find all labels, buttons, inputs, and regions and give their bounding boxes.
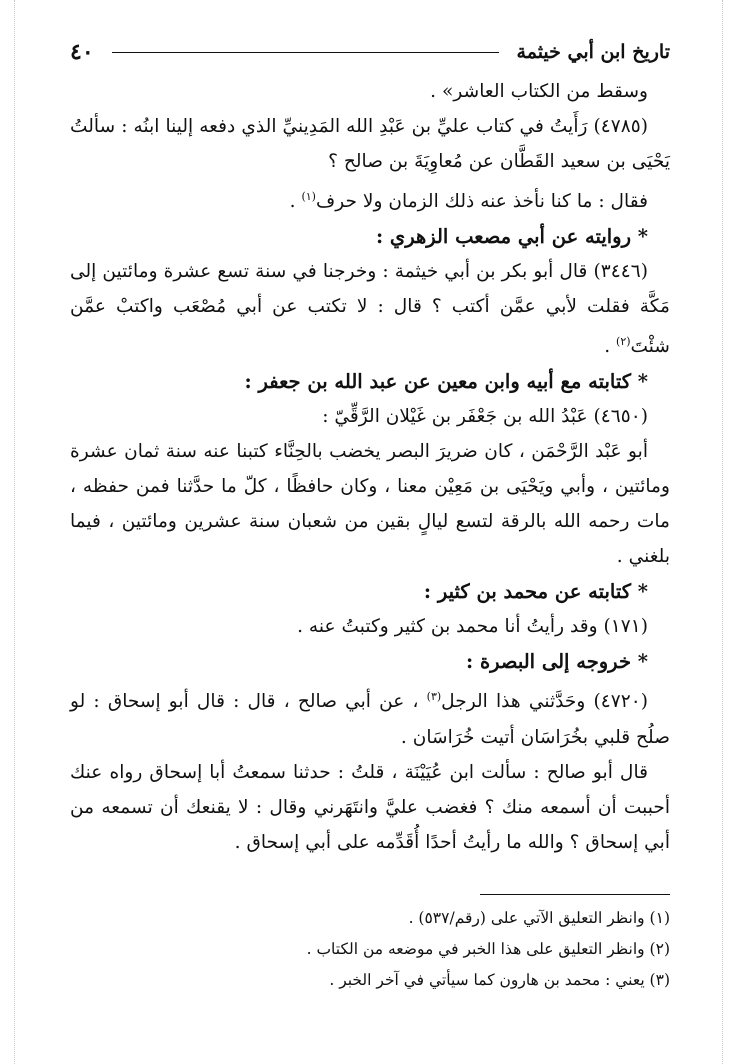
page-edge-right bbox=[722, 0, 723, 1064]
footnote-separator bbox=[480, 894, 670, 895]
body-paragraph bbox=[70, 109, 670, 179]
footnote-marker: (١) bbox=[301, 190, 316, 203]
footnotes bbox=[70, 903, 670, 996]
paragraph-text: (٤٧٨٥) رَأَيتُ في كتاب عليِّ بن عَبْدِ الله المَدِينيِّ الذي دفعه إلينا ابنُه : سألتُ يَحْيَى بن سعيد القَطَّان عن مُعاوِيَةَ بن صالح ؟ bbox=[70, 116, 670, 172]
page-header bbox=[70, 30, 670, 74]
body-paragraph bbox=[70, 609, 670, 644]
body-paragraph bbox=[70, 399, 670, 434]
paragraph-text: وسقط من الكتاب العاشر» . bbox=[430, 81, 648, 102]
footnote-marker: (٢) bbox=[616, 335, 631, 349]
paragraph-text-after-note: . bbox=[604, 336, 617, 358]
header-rule bbox=[112, 52, 499, 53]
paragraph-text: (٤٧٢٠) وحَدَّثني هذا الرجل bbox=[441, 691, 648, 713]
paragraph-text: (١٧١) وقد رأيتُ أنا محمد بن كثير وكتبتُ عنه . bbox=[297, 616, 648, 638]
paragraph-text: أبو عَبْد الرَّحْمَن ، كان ضريرَ البصر يخضب بالحِنَّاء كتبنا عنه سنة ثمان عشرة ومائتين ، وأبي ويَحْيَى بن مَعِيْن معنا ، وكان حافظًا ، كلّ ما حدَّثنا فمن حفظه ، مات رحمه الله بالرقة لتسع ليالٍ بقين من شعبان سنة عشرين ومائتين ، فيما بلغني . bbox=[70, 441, 670, 568]
body-paragraph bbox=[70, 679, 670, 754]
running-title: تاريخ ابن أبي خيثمة bbox=[516, 41, 670, 63]
body-paragraph bbox=[70, 755, 670, 860]
paragraph-text: قال أبو صالح : سألت ابن عُيَيْنَة ، قلتُ : حدثنا سمعتُ أبا إسحاق رواه عنك أحببت أن أسمعه منك ؟ فغضب عليَّ وانتَهَرني وقال : لا يقنعك أن تسمعه من أبي إسحاق ؟ والله ما رأيتُ أحدًا أُقَدِّمه على أبي إسحاق . bbox=[70, 761, 670, 853]
section-heading: * خروجه إلى البصرة : bbox=[465, 650, 648, 674]
paragraph-text: فقال : ما كنا نأخذ عنه ذلك الزمان ولا حرف bbox=[315, 191, 648, 213]
paragraph-text: (٣٤٤٦) قال أبو بكر بن أبي خيثمة : وخرجنا في سنة تسع عشرة ومائتين إلى مَكَّة فقلت لأبي عمَّن أكتب ؟ قال : لا تكتب عن أبي مُصْعَب واكتبْ عمَّن شئْتَ bbox=[70, 261, 670, 358]
section-heading: * كتابته مع أبيه وابن معين عن عبد الله بن جعفر : bbox=[244, 370, 648, 394]
page-edge-left bbox=[14, 0, 15, 1064]
book-page bbox=[70, 30, 670, 1040]
section-heading: * روايته عن أبي مصعب الزهري : bbox=[375, 225, 648, 249]
paragraph-text: (٤٦٥٠) عَبْدُ الله بن جَعْفَر بن غَيْلان الرَّقِّيّ : bbox=[322, 406, 648, 428]
section-heading: * كتابته عن محمد بن كثير : bbox=[423, 580, 648, 604]
body-paragraph bbox=[70, 434, 670, 574]
page-number: ٤٠ bbox=[70, 39, 94, 65]
paragraph-text-after-note: ، عن أبي صالح ، قال : قال أبو إسحاق : لو صلُح قلبي بخُرَاسَان أتيت خُرَاسَان . bbox=[70, 691, 670, 748]
page-body bbox=[70, 74, 670, 860]
footnote: (١) وانظر التعليق الآتي على (رقم/٥٣٧) . bbox=[408, 908, 670, 927]
footnote: (٢) وانظر التعليق على هذا الخبر في موضعه من الكتاب . bbox=[306, 939, 670, 958]
paragraph-text-after-note: . bbox=[289, 191, 302, 213]
footnote: (٣) يعني : محمد بن هارون كما سيأتي في آخر الخبر . bbox=[329, 970, 670, 989]
body-paragraph bbox=[70, 254, 670, 364]
body-paragraph bbox=[70, 179, 670, 219]
footnote-marker: (٣) bbox=[426, 690, 442, 704]
body-paragraph bbox=[70, 74, 670, 109]
